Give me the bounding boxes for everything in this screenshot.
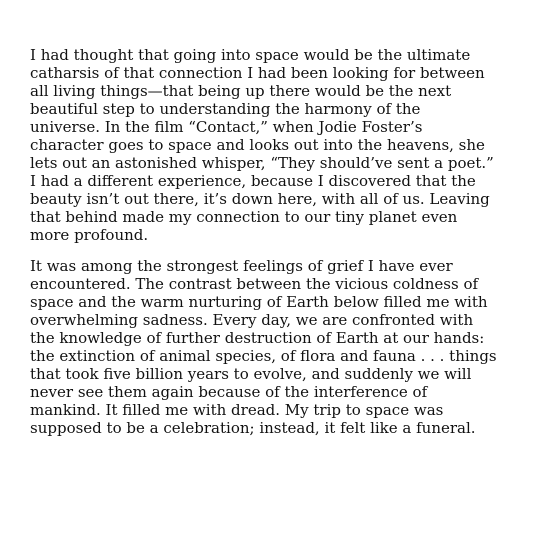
- paragraph-line: space and the warm nurturing of Earth below filled me with: [30, 293, 488, 311]
- paragraph-line: that took five billion years to evolve, and suddenly we will: [30, 365, 472, 383]
- paragraph-line: mankind. It filled me with dread. My trip to space was: [30, 401, 444, 419]
- paragraph-line: lets out an astonished whisper, “They should’ve sent a poet.”: [30, 154, 494, 172]
- paragraph-line: catharsis of that connection I had been looking for between: [30, 64, 485, 82]
- paragraph-line: never see them again because of the interference of: [30, 383, 428, 401]
- paragraph-line: the knowledge of further destruction of Earth at our hands:: [30, 329, 485, 347]
- paragraph-line: encountered. The contrast between the vicious coldness of: [30, 275, 479, 293]
- paragraph-line: beauty isn’t out there, it’s down here, with all of us. Leaving: [30, 190, 490, 208]
- paragraph-line: I had thought that going into space would be the ultimate: [30, 46, 471, 64]
- paragraph-line: supposed to be a celebration; instead, it felt like a funeral.: [30, 419, 476, 437]
- paragraph-line: beautiful step to understanding the harmony of the: [30, 100, 421, 118]
- paragraph-line: I had a different experience, because I discovered that the: [30, 172, 476, 190]
- paragraph-line: It was among the strongest feelings of grief I have ever: [30, 257, 453, 275]
- paragraph-line: the extinction of animal species, of flora and fauna . . . things: [30, 347, 497, 365]
- paragraph-line: more profound.: [30, 226, 149, 244]
- paragraph-line: overwhelming sadness. Every day, we are confronted with: [30, 311, 474, 329]
- paragraph-line: universe. In the film “Contact,” when Jodie Foster’s: [30, 118, 423, 136]
- paragraph-line: that behind made my connection to our tiny planet even: [30, 208, 458, 226]
- paragraph-line: character goes to space and looks out into the heavens, she: [30, 136, 485, 154]
- paragraph-line: all living things—that being up there would be the next: [30, 82, 452, 100]
